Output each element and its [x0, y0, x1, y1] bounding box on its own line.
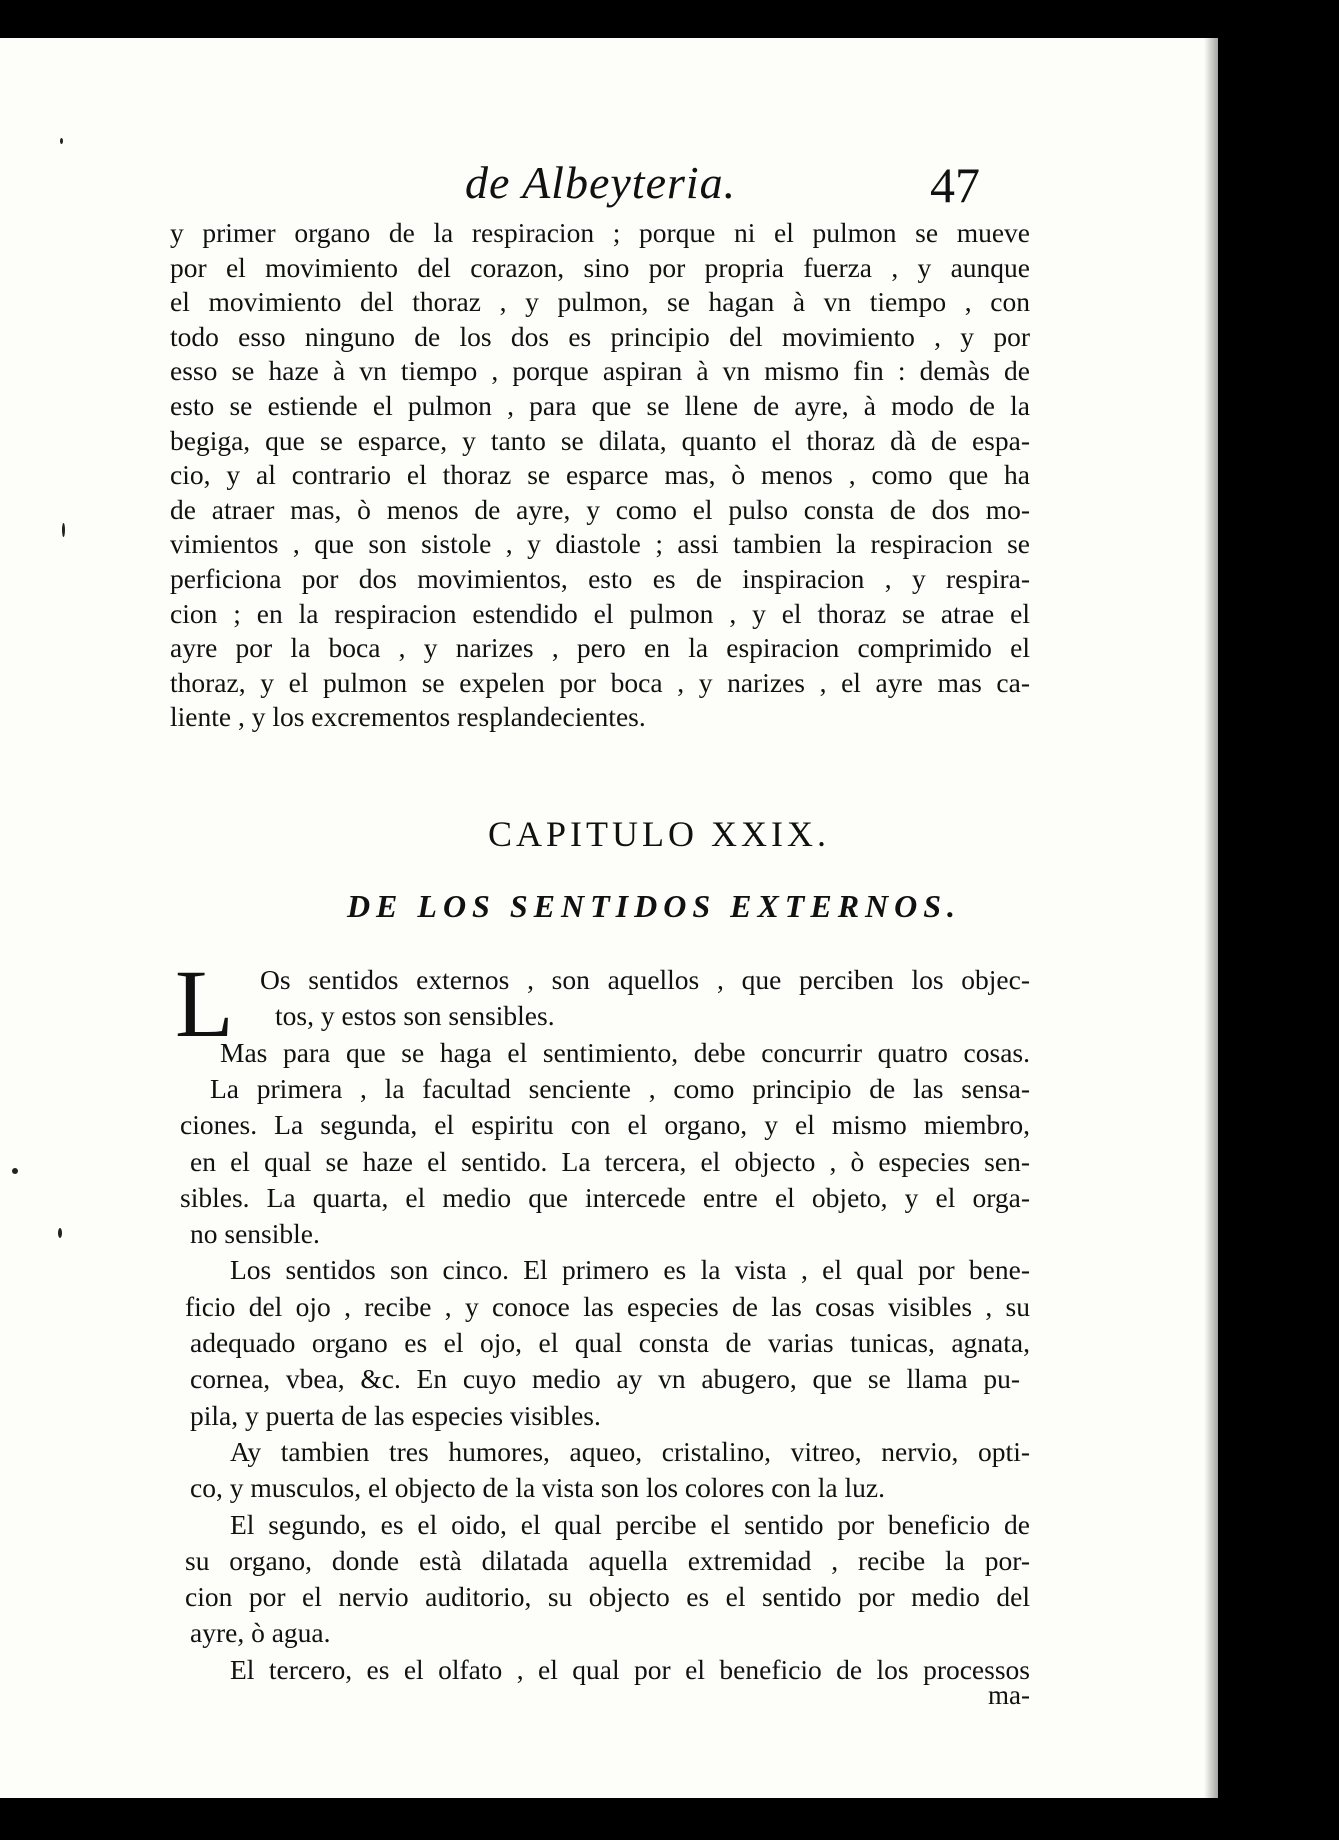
- text-line: ciones. La segunda, el espiritu con el organo, y el mismo miembro,: [180, 1109, 1030, 1141]
- text-line: esso se haze à vn tiempo , porque aspiran à vn mismo fin : demàs de: [170, 355, 1030, 387]
- text-line: begiga, que se esparce, y tanto se dilata, quanto el thoraz dà de espa-: [170, 424, 1030, 456]
- text-line: por el movimiento del corazon, sino por propria fuerza , y aunque: [170, 251, 1030, 283]
- text-line: y primer organo de la respiracion ; porque ni el pulmon se mueve: [170, 217, 1030, 248]
- text-line: Mas para que se haga el sentimiento, debe concurrir quatro cosas.: [220, 1036, 1030, 1068]
- text-line: ayre por la boca , y narizes , pero en la espiracion comprimido el: [170, 632, 1030, 664]
- ink-speck: [62, 523, 65, 537]
- text-line: Os sentidos externos , son aquellos , que perciben los objec-: [260, 964, 1030, 995]
- text-line: tos, y estos son sensibles.: [275, 1000, 555, 1032]
- text-line: co, y musculos, el objecto de la vista son los colores con la luz.: [190, 1472, 885, 1504]
- ink-speck: [60, 138, 63, 144]
- text-line: cion ; en la respiracion estendido el pulmon , y el thoraz se atrae el: [170, 597, 1030, 629]
- text-line: liente , y los excrementos resplandecientes.: [170, 701, 646, 733]
- text-line: de atraer mas, ò menos de ayre, y como el pulso consta de dos mo-: [170, 493, 1030, 525]
- text-line: Los sentidos son cinco. El primero es la vista , el qual por bene-: [230, 1254, 1030, 1286]
- chapter-subheading: DE LOS SENTIDOS EXTERNOS.: [346, 888, 962, 924]
- text-line: ficio del ojo , recibe , y conoce las especies de las cosas visibles , su: [185, 1290, 1030, 1322]
- text-line: adequado organo es el ojo, el qual consta de varias tunicas, agnata,: [190, 1327, 1030, 1358]
- book-page: [0, 38, 1218, 1798]
- chapter-heading: CAPITULO XXIX.: [488, 814, 830, 854]
- text-line: cion por el nervio auditorio, su objecto es el sentido por medio del: [185, 1581, 1030, 1613]
- text-line: Ay tambien tres humores, aqueo, cristalino, vitreo, nervio, opti-: [230, 1435, 1030, 1467]
- text-line: El tercero, es el olfato , el qual por el beneficio de los processos: [230, 1653, 1030, 1685]
- text-line: esto se estiende el pulmon , para que se llene de ayre, à modo de la: [170, 390, 1030, 421]
- running-head: de Albeyteria.: [465, 157, 737, 208]
- ink-speck: [58, 1228, 62, 1238]
- catchword: ma-: [988, 1680, 1030, 1710]
- text-line: vimientos , que son sistole , y diastole ; assi tambien la respiracion se: [170, 528, 1030, 560]
- text-line: El segundo, es el oido, el qual percibe el sentido por beneficio de: [230, 1508, 1030, 1540]
- ink-speck: [12, 1168, 18, 1174]
- text-line: cornea, vbea, &c. En cuyo medio ay vn abugero, que se llama pu-: [190, 1363, 1020, 1395]
- text-line: perficiona por dos movimientos, esto es de inspiracion , y respira-: [170, 563, 1030, 594]
- text-line: pila, y puerta de las especies visibles.: [190, 1399, 601, 1431]
- text-line: todo esso ninguno de los dos es principio del movimiento , y por: [170, 320, 1030, 352]
- drop-initial: L: [175, 950, 234, 1057]
- page-number: 47: [930, 157, 980, 213]
- text-line: en el qual se haze el sentido. La tercera, el objecto , ò especies sen-: [190, 1145, 1030, 1177]
- text-line: ayre, ò agua.: [190, 1617, 331, 1649]
- text-line: su organo, donde està dilatada aquella extremidad , recibe la por-: [185, 1544, 1030, 1576]
- text-line: el movimiento del thoraz , y pulmon, se hagan à vn tiempo , con: [170, 286, 1030, 318]
- text-line: sibles. La quarta, el medio que intercede entre el objeto, y el orga-: [180, 1181, 1030, 1213]
- text-line: La primera , la facultad senciente , como principio de las sensa-: [210, 1072, 1030, 1104]
- text-line: thoraz, y el pulmon se expelen por boca , y narizes , el ayre mas ca-: [170, 666, 1030, 698]
- text-line: no sensible.: [190, 1218, 320, 1250]
- text-line: cio, y al contrario el thoraz se esparce mas, ò menos , como que ha: [170, 459, 1030, 491]
